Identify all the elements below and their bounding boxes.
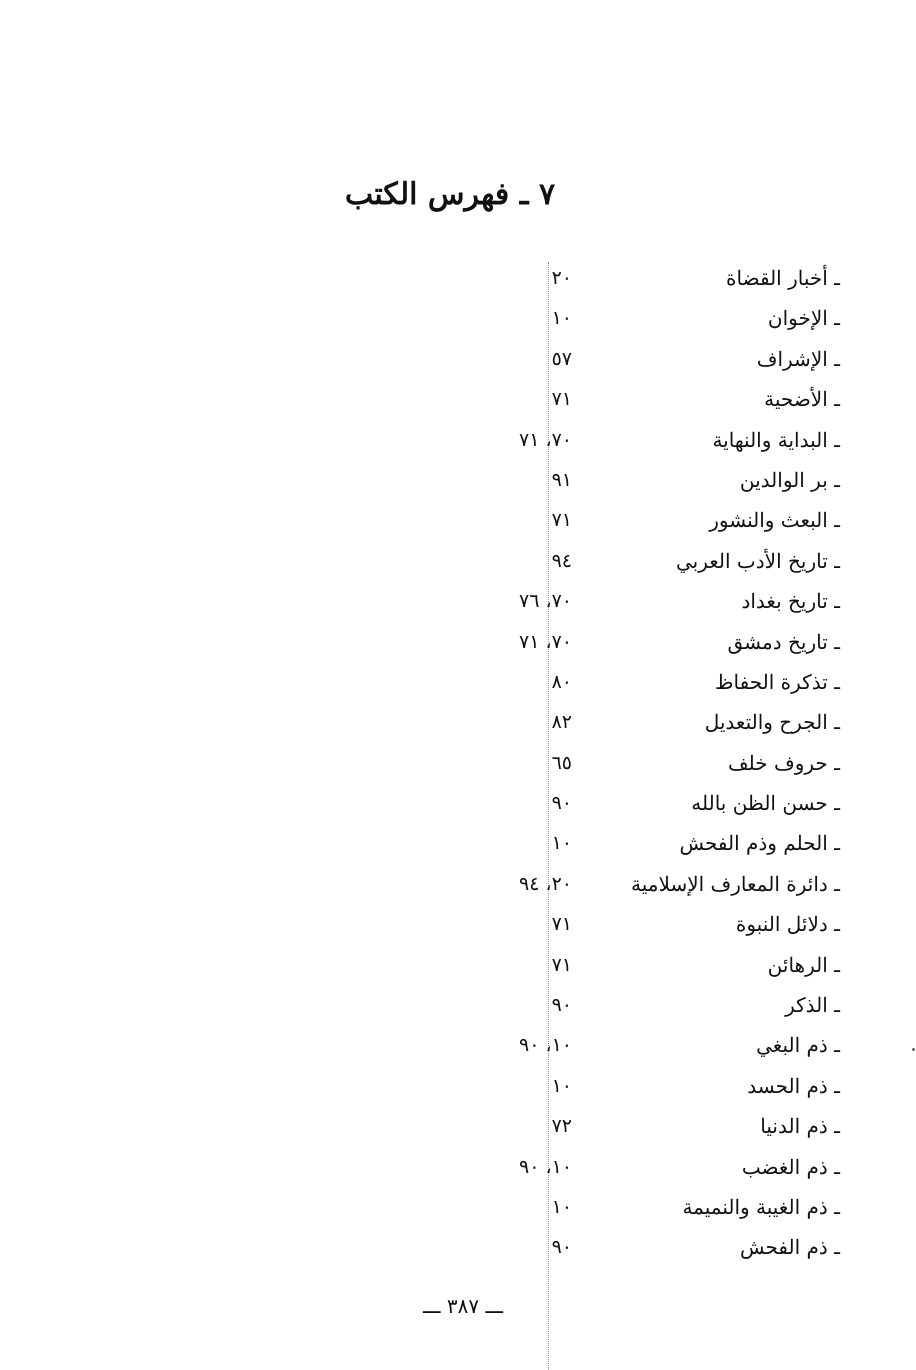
index-entry-title: ـ دائرة المعارف الإسلامية <box>631 871 840 896</box>
index-entry-title: ـ الرهائن <box>767 952 840 977</box>
index-entry <box>0 783 916 823</box>
index-entry-title: ـ البعث والنشور <box>709 508 840 533</box>
index-entry-title: ـ بر الوالدين <box>739 467 840 492</box>
index-entry-title: ـ ذم الفحش <box>739 1235 840 1260</box>
index-entry-pages: ٢٠ <box>551 267 572 289</box>
index-entry <box>0 823 916 863</box>
index-entry-pages: ٧١ <box>551 953 572 976</box>
index-entry-pages: ١٠ <box>551 1195 572 1218</box>
index-entry-pages: ١٠ <box>551 832 572 855</box>
index-entry <box>0 985 916 1025</box>
index-entry <box>0 743 916 783</box>
index-entry <box>0 662 916 702</box>
index-entry <box>0 500 916 540</box>
index-entry <box>0 1147 916 1187</box>
index-entry-title: ـ ذم الدنيا <box>760 1114 840 1139</box>
page-number: ـــ ٣٨٧ ـــ <box>422 1294 504 1318</box>
index-entry <box>0 1187 916 1227</box>
index-entry-pages: ٩٠ <box>551 994 572 1017</box>
index-entry-pages: ٨٢ <box>551 711 572 734</box>
index-entry <box>0 622 916 662</box>
index-entry <box>0 339 916 379</box>
index-entry-pages: ٩٠ <box>551 1236 572 1259</box>
index-entry-pages: ٧٠، ٧١ <box>518 428 572 451</box>
book-index-list <box>0 258 916 1268</box>
index-entry-pages: ٧١ <box>551 913 572 936</box>
index-entry <box>0 1066 916 1106</box>
index-entry-pages: ٧١ <box>551 509 572 532</box>
index-entry <box>0 1106 916 1146</box>
index-entry <box>0 581 916 621</box>
index-entry-title: ـ ذم البغي <box>756 1033 840 1058</box>
index-entry-pages: ٩٤ <box>551 549 572 572</box>
index-entry-title: ـ تاريخ دمشق <box>727 629 840 654</box>
index-entry-pages: ٧٠، ٧٦ <box>518 590 572 613</box>
index-entry-pages: ٩١ <box>551 468 572 491</box>
index-entry-title: ـ الإشراف <box>756 346 840 371</box>
index-entry-title: ـ تاريخ بغداد <box>741 589 840 614</box>
index-entry-title: ـ تذكرة الحفاظ <box>715 669 840 694</box>
index-entry <box>0 541 916 581</box>
index-entry <box>0 1227 916 1267</box>
index-entry-title: ـ البداية والنهاية <box>712 427 840 452</box>
index-entry-title: ـ الحلم وذم الفحش <box>679 831 840 856</box>
index-entry-title: ـ ذم الغضب <box>741 1154 840 1179</box>
index-entry-title: ـ حسن الظن بالله <box>691 791 840 816</box>
index-entry-title: ـ ذم الحسد <box>747 1073 840 1098</box>
index-entry-title: ـ أخبار القضاة <box>726 266 840 290</box>
index-entry <box>0 258 916 298</box>
index-entry <box>0 945 916 985</box>
index-entry-pages: ٧٢ <box>551 1115 572 1138</box>
index-entry-pages: ١٠، ٩٠ <box>518 1034 572 1057</box>
index-entry-title: ـ الأضحية <box>764 387 840 412</box>
index-entry <box>0 420 916 460</box>
index-entry-pages: ٦٥ <box>551 751 572 774</box>
index-entry <box>0 864 916 904</box>
index-entry <box>0 904 916 944</box>
index-entry-pages: ٧١ <box>551 388 572 411</box>
index-entry-pages: ٧٠، ٧١ <box>518 630 572 653</box>
index-entry <box>0 379 916 419</box>
index-entry <box>0 298 916 338</box>
index-entry <box>0 1025 916 1065</box>
index-entry-title: ـ تاريخ الأدب العربي <box>676 548 840 573</box>
index-entry <box>0 460 916 500</box>
index-entry-title: ـ دلائل النبوة <box>735 912 840 937</box>
index-entry-pages: ٩٠ <box>551 792 572 815</box>
index-entry-title: ـ الإخوان <box>767 306 840 331</box>
index-entry-pages: ١٠ <box>551 1074 572 1097</box>
index-entry-pages: ١٠، ٩٠ <box>518 1155 572 1178</box>
scan-speck <box>912 1048 915 1051</box>
index-entry-pages: ٨٠ <box>551 670 572 693</box>
page-title: ٧ ـ فهرس الكتب <box>344 177 556 212</box>
index-entry-pages: ٢٠، ٩٤ <box>518 872 572 895</box>
index-entry-title: ـ الجرح والتعديل <box>704 710 840 735</box>
index-entry-title: ـ حروف خلف <box>727 750 840 775</box>
index-entry-title: ـ الذكر <box>785 993 840 1018</box>
index-entry-title: ـ ذم الغيبة والنميمة <box>682 1194 840 1219</box>
index-entry-pages: ١٠ <box>551 307 572 330</box>
index-entry <box>0 702 916 742</box>
index-entry-pages: ٥٧ <box>551 347 572 370</box>
